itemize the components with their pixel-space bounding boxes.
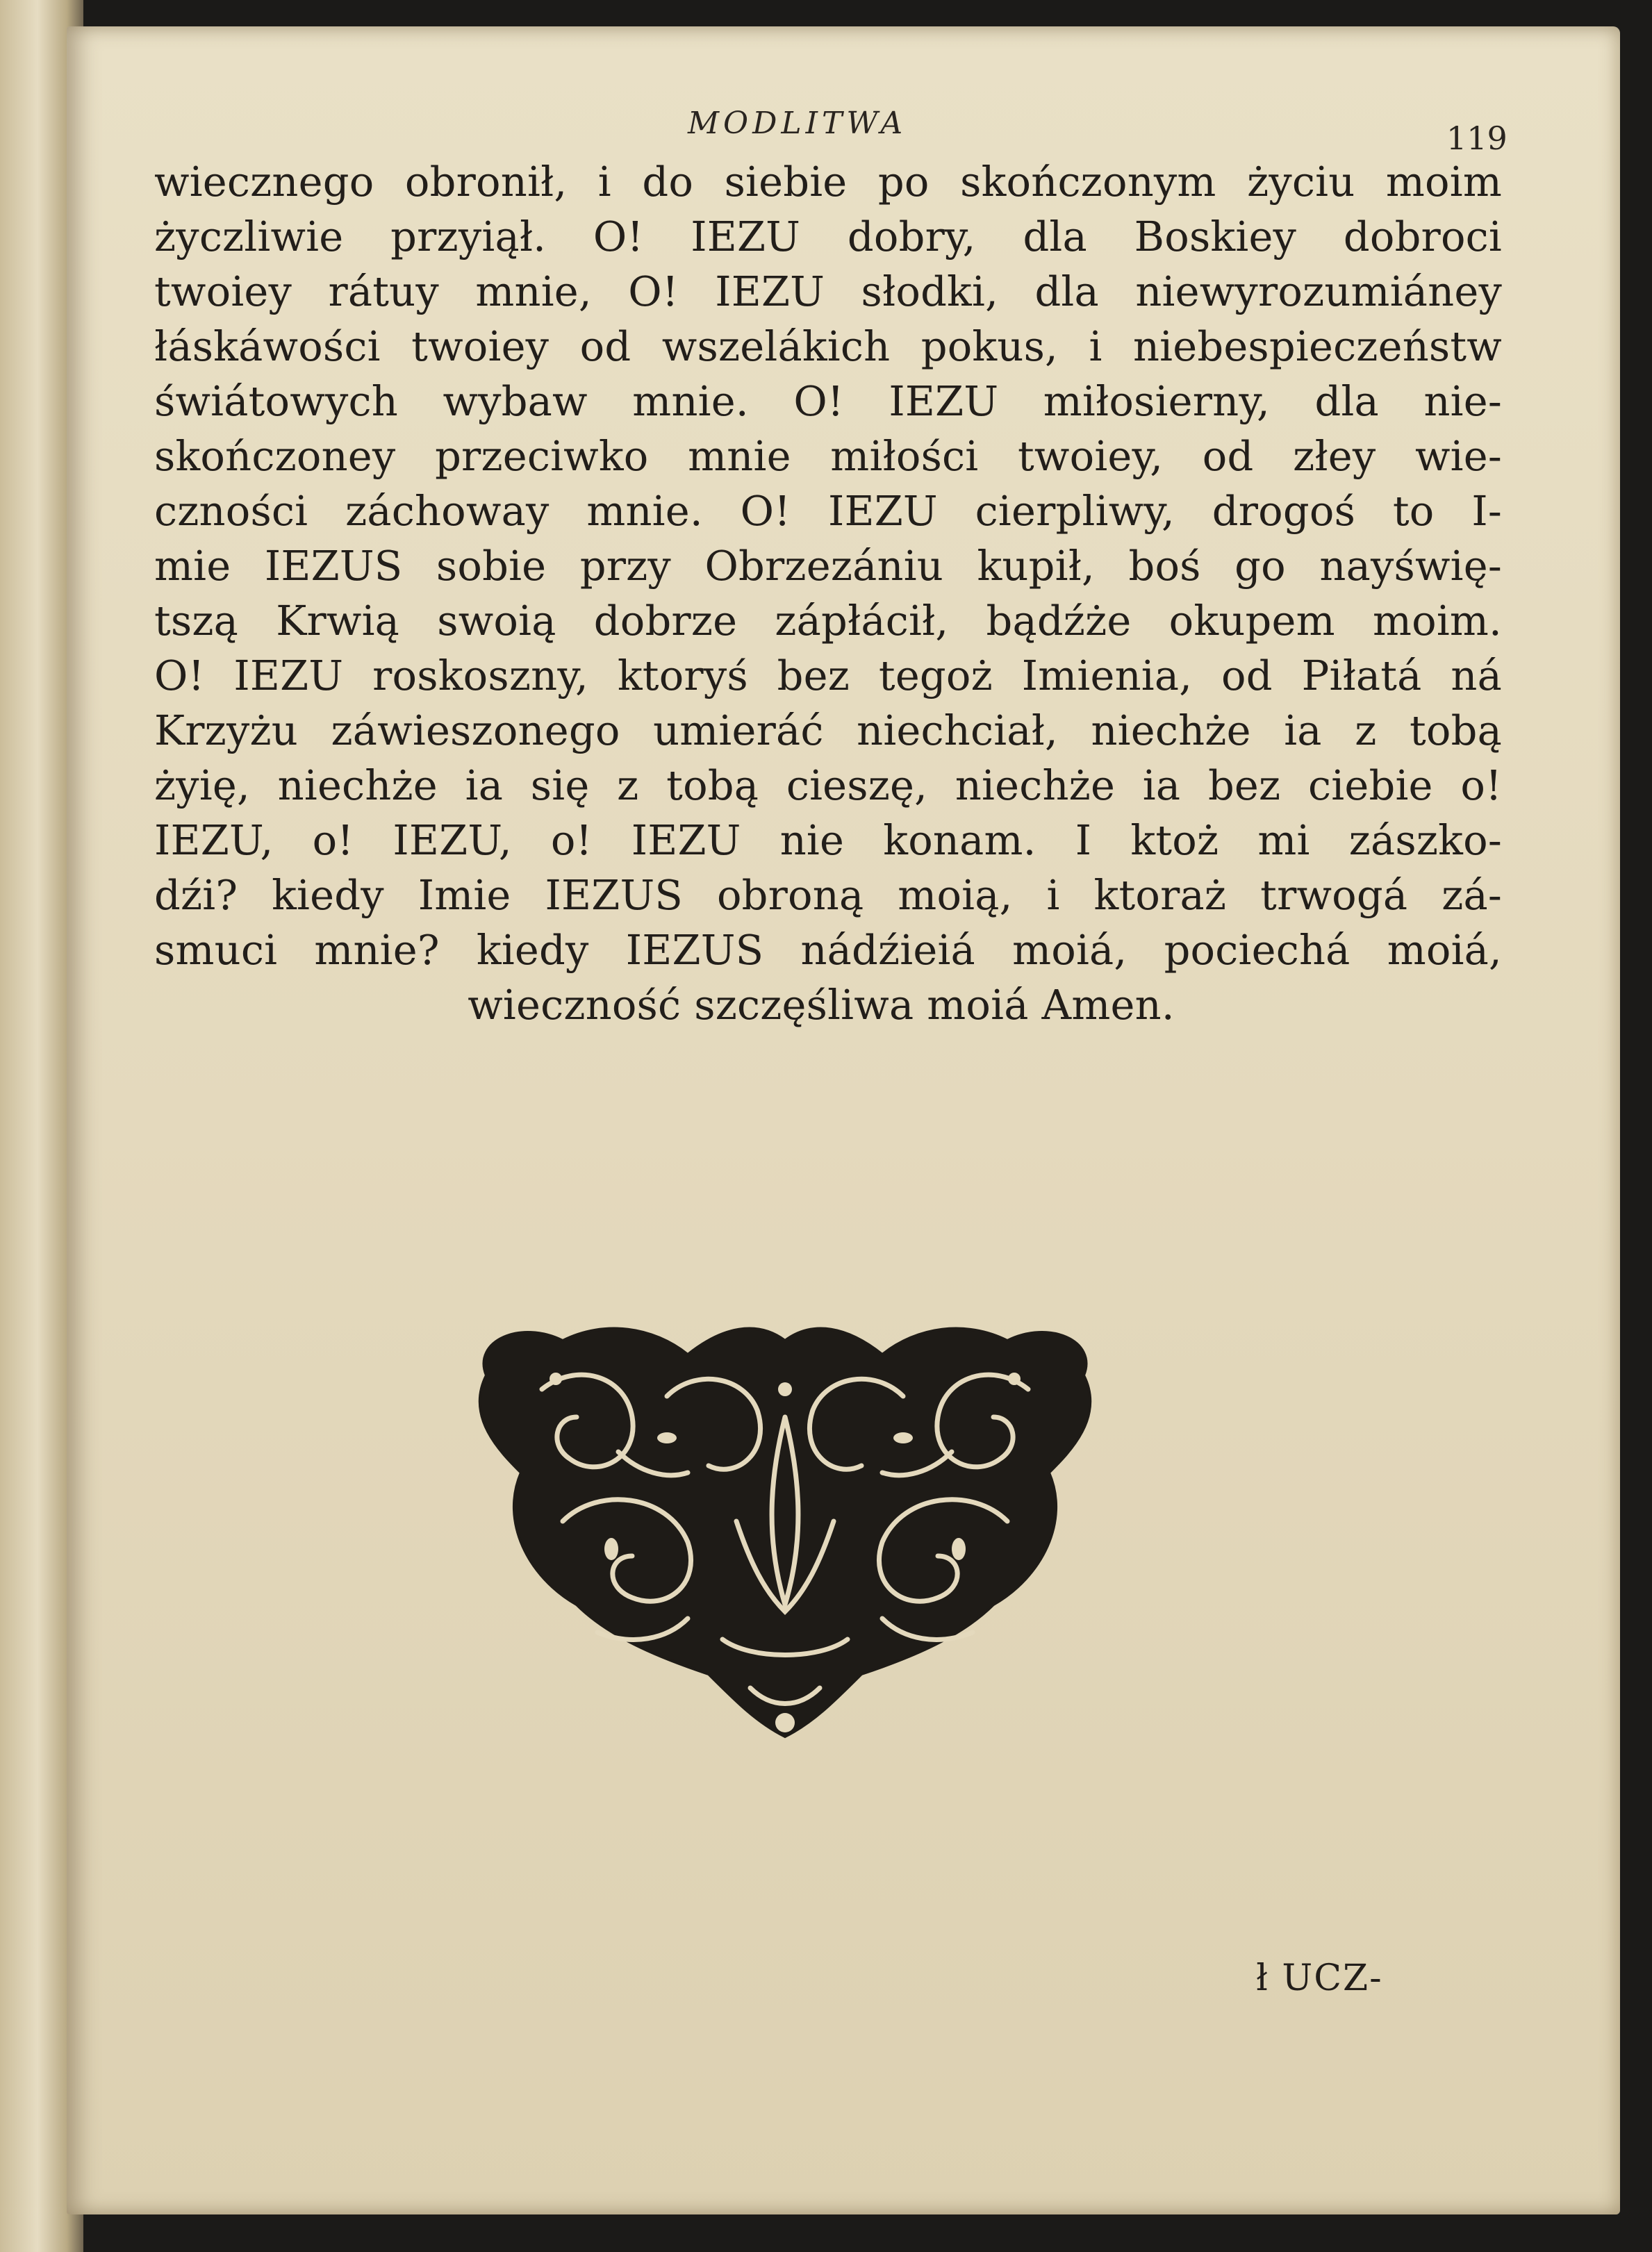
text-line: smuci mnie? kiedy IEZUS nádźieiá moiá, pociechá moiá,	[154, 926, 1502, 974]
text-line: tszą Krwią swoią dobrze zápłácił, bądźże okupem moim.	[154, 597, 1502, 645]
floral-ornament-tailpiece	[459, 1313, 1112, 1757]
text-line: Krzyżu záwieszonego umieráć niechciał, niechże ia z tobą	[154, 706, 1502, 754]
prayer-text	[154, 154, 1502, 1032]
text-line: żyię, niechże ia się z tobą cieszę, niechże ia bez ciebie o!	[154, 761, 1502, 809]
text-line: IEZU, o! IEZU, o! IEZU nie konam. I ktoż mi zászko-	[154, 816, 1502, 864]
catchword: ł UCZ-	[1256, 1957, 1383, 1999]
text-line: świátowych wybaw mnie. O! IEZU miłosierny, dla nie-	[154, 377, 1502, 425]
text-line: wiecznego obronił, i do siebie po skończonym życiu moim	[154, 158, 1502, 206]
text-line: dźi? kiedy Imie IEZUS obroną moią, i ktoraż trwogá zá-	[154, 871, 1502, 919]
text-line: O! IEZU roskoszny, ktoryś bez tegoż Imienia, od Piłatá ná	[154, 652, 1502, 699]
text-line: czności záchoway mnie. O! IEZU cierpliwy, drogoś to I-	[154, 487, 1502, 535]
text-line: mie IEZUS sobie przy Obrzezániu kupił, boś go nayświę-	[154, 542, 1502, 590]
text-line-final: wieczność szczęśliwa moiá Amen.	[468, 981, 1175, 1029]
text-line: życzliwie przyiął. O! IEZU dobry, dla Boskiey dobroci	[154, 213, 1502, 260]
page-number: 119	[1446, 119, 1508, 157]
text-line: skończoney przeciwko mnie miłości twoiey, od złey wie-	[154, 432, 1502, 480]
text-line: twoiey rátuy mnie, O! IEZU słodki, dla niewyrozumiáney	[154, 267, 1502, 315]
text-line: łáskáwości twoiey od wszelákich pokus, i niebespieczeństw	[154, 322, 1502, 370]
running-head: MODLITWA	[688, 106, 907, 141]
